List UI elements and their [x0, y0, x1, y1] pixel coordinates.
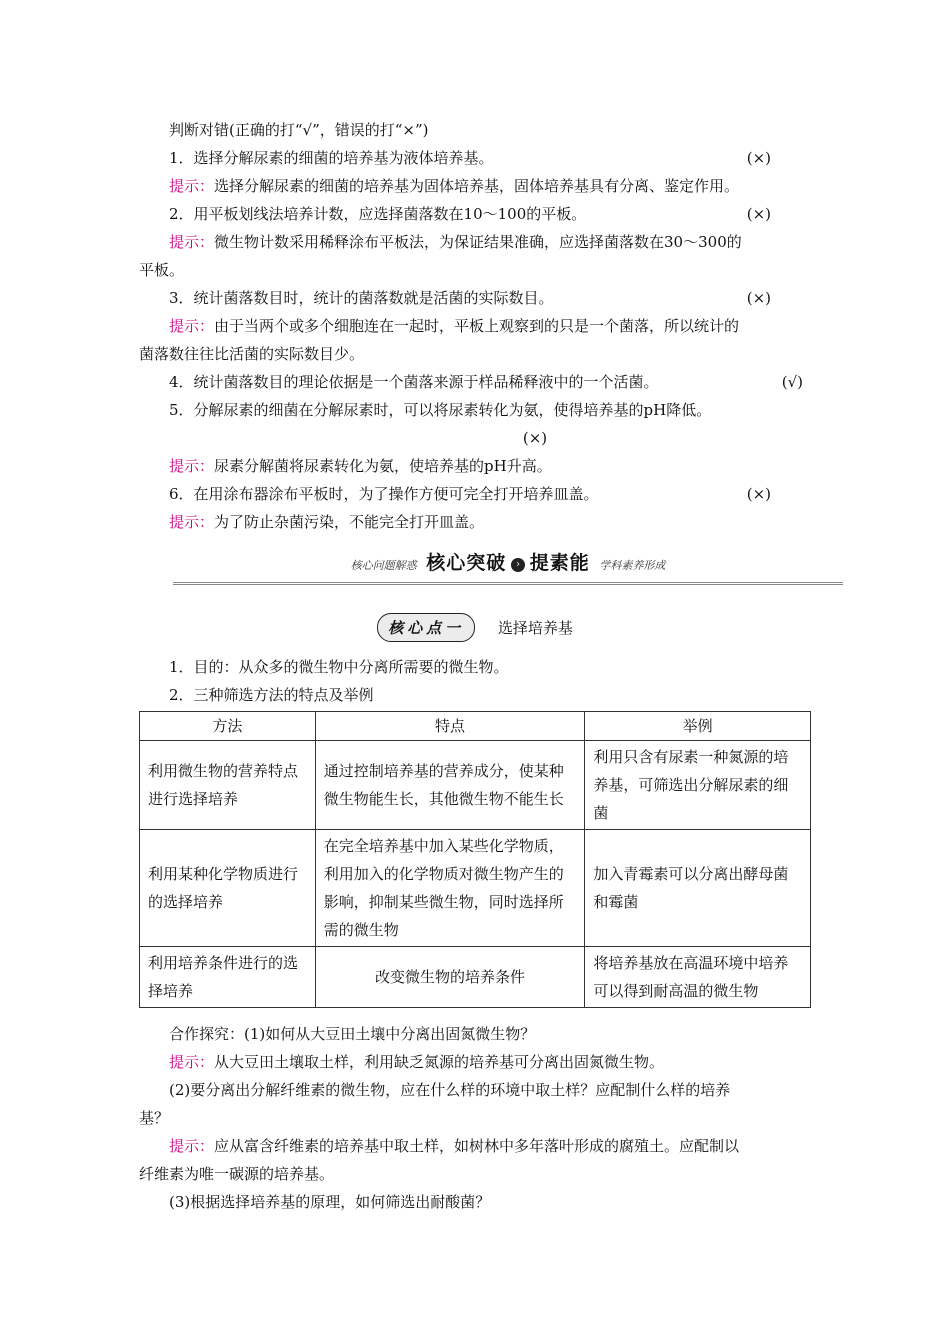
judge-mark: (×)	[522, 429, 548, 447]
explore-q3: (3)根据选择培养基的原理，如何筛选出耐酸菌？	[169, 1193, 491, 1211]
explore-a2	[139, 1132, 811, 1160]
judge-item-5	[139, 396, 811, 424]
banner-main-2: 提素能	[529, 552, 590, 574]
judge-question: 4．统计菌落数目的理论依据是一个菌落来源于样品稀释液中的一个活菌。	[169, 373, 659, 391]
judge-item-1	[139, 144, 811, 172]
hint-label: 提示：	[169, 177, 215, 195]
judge-question: 3．统计菌落数目时，统计的菌落数就是活菌的实际数目。	[169, 289, 554, 307]
judge-hint-1	[139, 172, 811, 200]
judge-hint-3	[139, 312, 811, 340]
hint-label: 提示：	[169, 513, 215, 531]
explore-q1: 合作探究：(1)如何从大豆田土壤中分离出固氮微生物？	[169, 1025, 536, 1043]
core-point-badge: 核心点一	[377, 613, 475, 642]
judge-hint-2-cont: 平板。	[139, 261, 185, 279]
hint-label: 提示：	[169, 317, 215, 335]
table-row	[140, 947, 811, 1008]
hint-text: 从大豆田土壤取土样，利用缺乏氮源的培养基可分离出固氮微生物。	[214, 1053, 665, 1071]
banner-main-1: 核心突破	[426, 552, 507, 574]
judge-hint-2	[139, 228, 811, 256]
explore-q2: (2)要分离出分解纤维素的微生物，应在什么样的环境中取土样？应配制什么样的培养	[169, 1081, 731, 1099]
core-point-heading	[139, 613, 811, 647]
table-cell: 加入青霉素可以分离出酵母菌和霉菌	[585, 830, 811, 947]
judge-hint-5	[139, 452, 811, 480]
hint-text: 微生物计数采用稀释涂布平板法，为保证结果准确，应选择菌落数在30～300的	[214, 233, 742, 251]
table-cell: 通过控制培养基的营养成分，使某种微生物能生长，其他微生物不能生长	[315, 741, 585, 830]
hint-text: 应从富含纤维素的培养基中取土样，如树林中多年落叶形成的腐殖土。应配制以	[214, 1137, 740, 1155]
judge-question: 2．用平板划线法培养计数，应选择菌落数在10～100的平板。	[169, 205, 587, 223]
table-cell: 利用只含有尿素一种氮源的培养基，可筛选出分解尿素的细菌	[585, 741, 811, 830]
table-cell: 利用微生物的营养特点进行选择培养	[140, 741, 316, 830]
methods-table	[139, 711, 811, 1008]
judge-mark: (√)	[781, 373, 803, 391]
judge-mark: (×)	[746, 485, 771, 503]
document-content	[139, 116, 811, 1216]
judge-item-5-mark-line	[139, 424, 811, 452]
table-header: 特点	[315, 712, 585, 741]
section-banner	[173, 548, 843, 585]
table-cell: 改变微生物的培养条件	[315, 947, 585, 1008]
hint-text: 尿素分解菌将尿素转化为氨，使培养基的pH升高。	[214, 457, 552, 475]
judge-item-3	[139, 284, 811, 312]
table-header-row	[140, 712, 811, 741]
explore-q2-cont: 基？	[139, 1109, 170, 1127]
hint-text: 为了防止杂菌污染，不能完全打开皿盖。	[214, 513, 485, 531]
table-header: 方法	[140, 712, 316, 741]
judge-mark: (×)	[746, 205, 771, 223]
hint-label: 提示：	[169, 1053, 215, 1071]
explore-a1	[139, 1048, 811, 1076]
judge-question: 5．分解尿素的细菌在分解尿素时，可以将尿素转化为氨，使得培养基的pH降低。	[169, 401, 712, 419]
banner-arrow-icon: ›	[511, 558, 525, 572]
judge-hint-6	[139, 508, 811, 536]
judge-question: 1．选择分解尿素的细菌的培养基为液体培养基。	[169, 149, 494, 167]
table-cell: 将培养基放在高温环境中培养可以得到耐高温的微生物	[585, 947, 811, 1008]
judge-item-2	[139, 200, 811, 228]
hint-label: 提示：	[169, 457, 215, 475]
explore-a2-cont: 纤维素为唯一碳源的培养基。	[139, 1165, 335, 1183]
judge-mark: (×)	[746, 289, 771, 307]
hint-text: 选择分解尿素的细菌的培养基为固体培养基，固体培养基具有分离、鉴定作用。	[214, 177, 740, 195]
table-cell: 在完全培养基中加入某些化学物质，利用加入的化学物质对微生物产生的影响，抑制某些微生物，同时选择所需的微生物	[315, 830, 585, 947]
table-row	[140, 830, 811, 947]
table-cell: 利用培养条件进行的选择培养	[140, 947, 316, 1008]
hint-label: 提示：	[169, 1137, 215, 1155]
table-row	[140, 741, 811, 830]
judge-item-4	[139, 368, 811, 396]
banner-right: 学科素养形成	[599, 559, 666, 572]
table-cell: 利用某种化学物质进行的选择培养	[140, 830, 316, 947]
judge-mark: (×)	[746, 149, 771, 167]
judge-item-6	[139, 480, 811, 508]
hint-text: 由于当两个或多个细胞连在一起时，平板上观察到的只是一个菌落，所以统计的	[214, 317, 740, 335]
hint-label: 提示：	[169, 233, 215, 251]
judge-hint-3-cont: 菌落数往往比活菌的实际数目少。	[139, 345, 365, 363]
judge-question: 6．在用涂布器涂布平板时，为了操作方便可完全打开培养皿盖。	[169, 485, 599, 503]
banner-left: 核心问题解惑	[350, 559, 417, 572]
point-1: 1．目的：从众多的微生物中分离所需要的微生物。	[169, 658, 509, 676]
point-2: 2．三种筛选方法的特点及举例	[169, 686, 374, 704]
table-header: 举例	[585, 712, 811, 741]
core-point-title: 选择培养基	[497, 619, 573, 637]
judge-heading: 判断对错(正确的打“√”，错误的打“×”)	[169, 121, 429, 139]
